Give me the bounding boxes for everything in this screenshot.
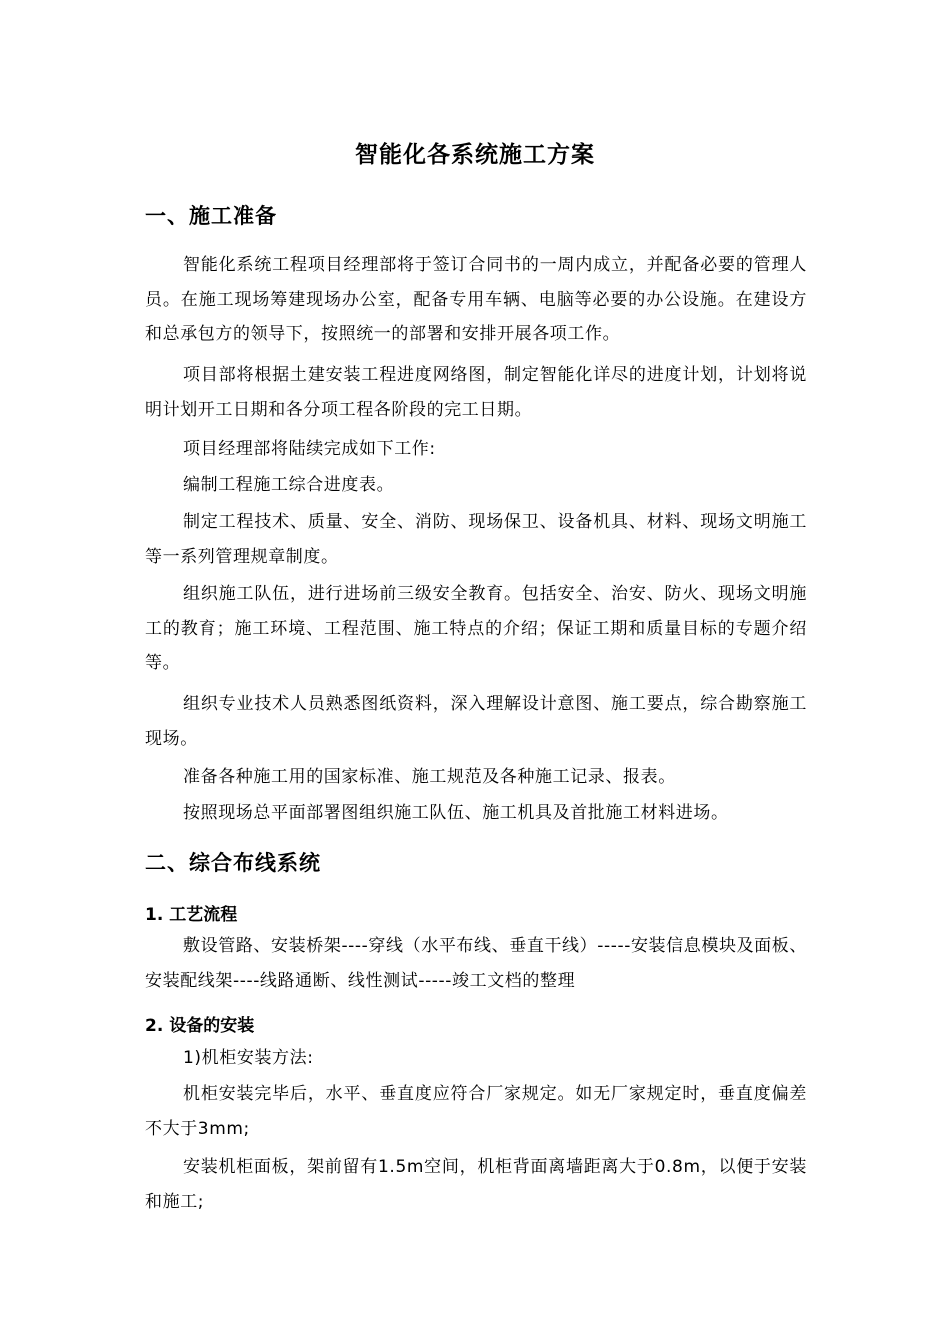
paragraph: 按照现场总平面部署图组织施工队伍、施工机具及首批施工材料进场。 [183,803,729,823]
paragraph: 敷设管路、安装桥架----穿线（水平布线、垂直干线）-----安装信息模块及面板、安装配线架----线路通断、线性测试-----竣工文档的整理 [145,936,807,991]
paragraph: 编制工程施工综合进度表。 [183,475,395,495]
subsection-heading-installation: 2. 设备的安装 [145,1016,255,1036]
paragraph: 组织施工队伍，进行进场前三级安全教育。包括安全、治安、防火、现场文明施工的教育；施工环境、工程范围、施工特点的介绍；保证工期和质量目标的专题介绍等。 [145,584,807,673]
paragraph: 1)机柜安装方法: [183,1048,314,1068]
paragraph: 制定工程技术、质量、安全、消防、现场保卫、设备机具、材料、现场文明施工等一系列管理规章制度。 [145,512,807,567]
section-heading-preparation: 一、施工准备 [145,204,277,228]
paragraph: 智能化系统工程项目经理部将于签订合同书的一周内成立，并配备必要的管理人员。在施工现场筹建现场办公室，配备专用车辆、电脑等必要的办公设施。在建设方和总承包方的领导下，按照统一的部署和安排开展各项工作。 [145,255,807,344]
paragraph: 准备各种施工用的国家标准、施工规范及各种施工记录、报表。 [183,767,676,787]
paragraph: 机柜安装完毕后，水平、垂直度应符合厂家规定。如无厂家规定时，垂直度偏差不大于3mm; [145,1084,807,1139]
paragraph: 安装机柜面板，架前留有1.5m空间，机柜背面离墙距离大于0.8m，以便于安装和施工; [145,1157,807,1212]
paragraph: 项目部将根据土建安装工程进度网络图，制定智能化详尽的进度计划，计划将说明计划开工日期和各分项工程各阶段的完工日期。 [145,365,807,420]
section-heading-cabling: 二、综合布线系统 [145,851,321,875]
paragraph: 组织专业技术人员熟悉图纸资料，深入理解设计意图、施工要点，综合勘察施工现场。 [145,694,807,749]
subsection-heading-process: 1. 工艺流程 [145,905,238,925]
document-title: 智能化各系统施工方案 [355,142,595,168]
paragraph: 项目经理部将陆续完成如下工作: [183,439,436,459]
